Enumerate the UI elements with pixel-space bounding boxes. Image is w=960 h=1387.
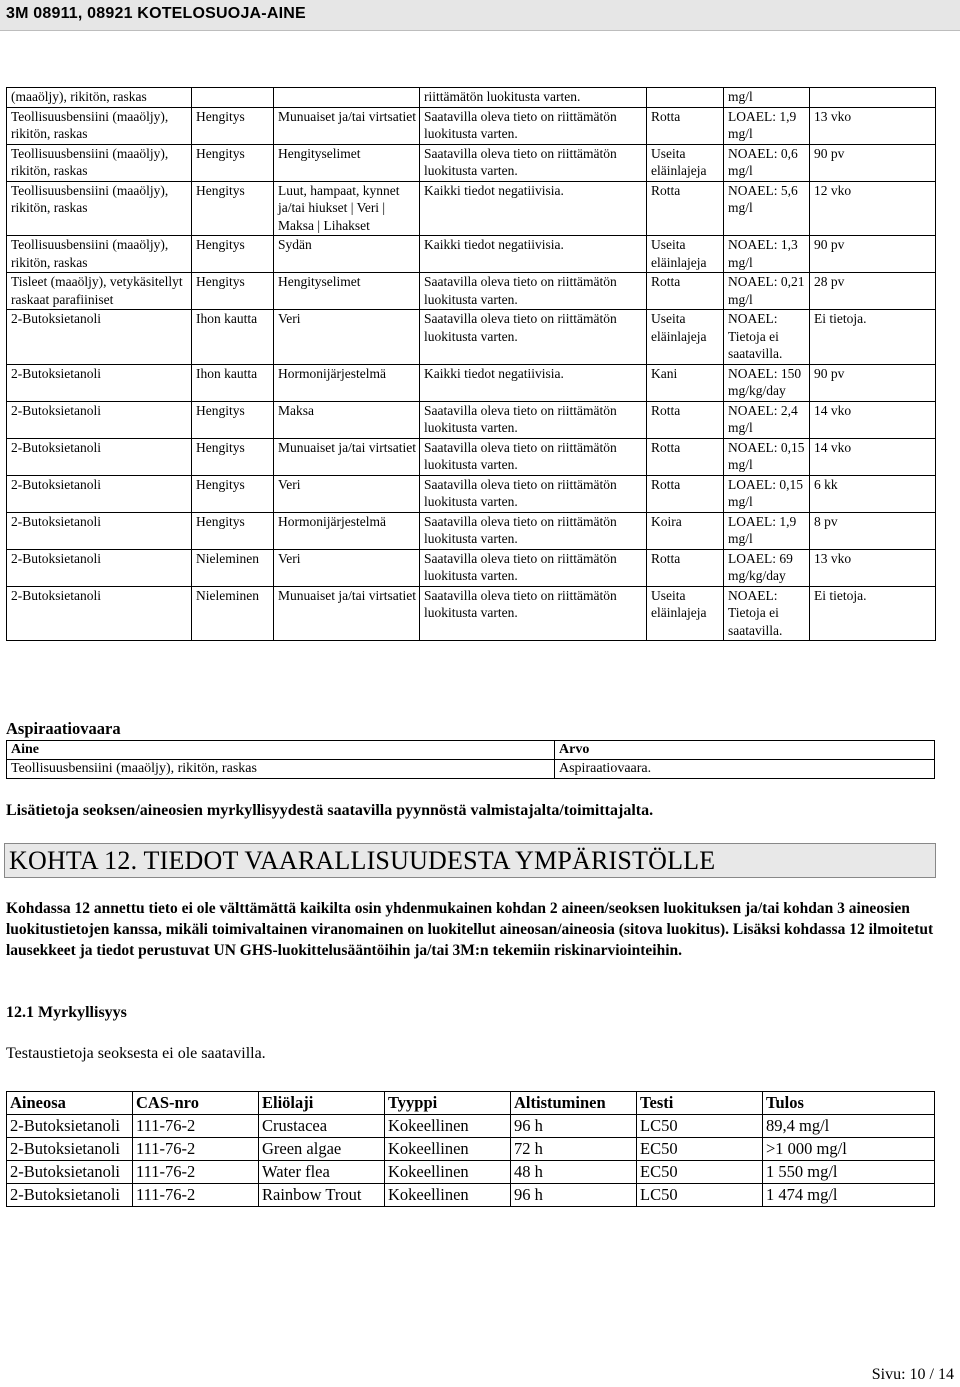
toxicity-cell-elin — [274, 88, 420, 108]
toxicity-cell-reitti: Nieleminen — [192, 586, 274, 641]
eco-row — [7, 1138, 935, 1161]
toxicity-cell-arvo_teksti: Saatavilla oleva tieto on riittämätön luokitusta varten. — [420, 475, 647, 512]
eco-cell: 48 h — [511, 1161, 637, 1184]
eco-header-cell: Tulos — [763, 1092, 935, 1115]
toxicity-cell-kesto: 13 vko — [810, 549, 936, 586]
toxicity-cell-elin: Hormonijärjestelmä — [274, 364, 420, 401]
toxicity-cell-kesto: 90 pv — [810, 144, 936, 181]
eco-cell: Kokeellinen — [385, 1161, 511, 1184]
aspiration-col-arvo: Arvo — [555, 741, 935, 760]
toxicity-cell-tulos: LOAEL: 0,15 mg/l — [724, 475, 810, 512]
toxicity-cell-elin: Hormonijärjestelmä — [274, 512, 420, 549]
eco-cell: 111-76-2 — [133, 1138, 259, 1161]
toxicity-cell-arvo_teksti: Saatavilla oleva tieto on riittämätön luokitusta varten. — [420, 549, 647, 586]
eco-cell: 96 h — [511, 1115, 637, 1138]
eco-cell: Kokeellinen — [385, 1184, 511, 1207]
toxicity-cell-aine: 2-Butoksietanoli — [7, 512, 192, 549]
eco-cell: EC50 — [637, 1138, 763, 1161]
toxicity-cell-laji: Koira — [647, 512, 724, 549]
section-12-paragraph: Kohdassa 12 annettu tieto ei ole välttämättä kaikilta osin yhdenmukainen kohdan 2 aineen/seoksen luokituksen ja/tai kohdan 3 aineosien luokitustietojen kanssa, mikäli toimivaltainen viranomainen on luokitellut aineosan/aineosia (sitova luokitus). Lisäksi kohdassa 12 ilmoitetut lausekkeet ja tiedot perustuvat UN GHS-luokittelusääntöihin ja/tai 3M:n tekemiin riskinarviointeihin. — [6, 900, 934, 959]
eco-cell: 96 h — [511, 1184, 637, 1207]
ecotoxicity-table — [6, 1091, 935, 1207]
aspiration-row-aine: Teollisuusbensiini (maaöljy), rikitön, raskas — [7, 760, 555, 779]
toxicity-cell-aine: 2-Butoksietanoli — [7, 310, 192, 365]
toxicity-cell-reitti: Hengitys — [192, 107, 274, 144]
toxicity-cell-arvo_teksti: Kaikki tiedot negatiivisia. — [420, 364, 647, 401]
toxicity-row — [7, 475, 936, 512]
toxicity-cell-reitti: Hengitys — [192, 401, 274, 438]
toxicity-cell-kesto: 14 vko — [810, 401, 936, 438]
toxicity-row — [7, 364, 936, 401]
toxicity-cell-laji: Useita eläinlajeja — [647, 236, 724, 273]
toxicity-cell-elin: Maksa — [274, 401, 420, 438]
toxicity-cell-aine: 2-Butoksietanoli — [7, 586, 192, 641]
toxicity-row — [7, 181, 936, 236]
toxicity-cell-laji: Rotta — [647, 273, 724, 310]
toxicity-cell-tulos: NOAEL: 1,3 mg/l — [724, 236, 810, 273]
toxicity-cell-reitti: Hengitys — [192, 181, 274, 236]
toxicity-cell-tulos: NOAEL: 5,6 mg/l — [724, 181, 810, 236]
toxicity-cell-reitti: Hengitys — [192, 236, 274, 273]
toxicity-cell-elin: Veri — [274, 475, 420, 512]
eco-cell: 111-76-2 — [133, 1161, 259, 1184]
toxicity-cell-tulos: NOAEL: Tietoja ei saatavilla. — [724, 310, 810, 365]
toxicity-cell-tulos: LOAEL: 1,9 mg/l — [724, 512, 810, 549]
toxicity-row — [7, 310, 936, 365]
toxicity-cell-tulos: NOAEL: 150 mg/kg/day — [724, 364, 810, 401]
toxicity-cell-laji — [647, 88, 724, 108]
toxicity-cell-arvo_teksti: Saatavilla oleva tieto on riittämätön luokitusta varten. — [420, 273, 647, 310]
toxicity-cell-aine: (maaöljy), rikitön, raskas — [7, 88, 192, 108]
toxicity-row — [7, 401, 936, 438]
toxicity-cell-kesto: 14 vko — [810, 438, 936, 475]
toxicity-cell-arvo_teksti: Saatavilla oleva tieto on riittämätön luokitusta varten. — [420, 586, 647, 641]
toxicity-table — [6, 87, 936, 641]
toxicity-cell-kesto — [810, 88, 936, 108]
toxicity-cell-kesto: 13 vko — [810, 107, 936, 144]
toxicity-cell-elin: Veri — [274, 310, 420, 365]
toxicity-cell-elin: Hengityselimet — [274, 273, 420, 310]
toxicity-cell-elin: Munuaiset ja/tai virtsatiet — [274, 438, 420, 475]
toxicity-row — [7, 107, 936, 144]
toxicity-cell-tulos: LOAEL: 1,9 mg/l — [724, 107, 810, 144]
toxicity-cell-kesto: 6 kk — [810, 475, 936, 512]
toxicity-cell-laji: Rotta — [647, 181, 724, 236]
eco-cell: Kokeellinen — [385, 1138, 511, 1161]
toxicity-cell-arvo_teksti: Saatavilla oleva tieto on riittämätön luokitusta varten. — [420, 310, 647, 365]
toxicity-row — [7, 512, 936, 549]
eco-header-cell: Tyyppi — [385, 1092, 511, 1115]
eco-header-cell: Aineosa — [7, 1092, 133, 1115]
toxicity-cell-laji: Rotta — [647, 475, 724, 512]
toxicity-cell-tulos: NOAEL: 0,21 mg/l — [724, 273, 810, 310]
toxicity-cell-kesto: 8 pv — [810, 512, 936, 549]
toxicity-cell-laji: Kani — [647, 364, 724, 401]
toxicity-cell-kesto: 90 pv — [810, 364, 936, 401]
eco-cell: 1 550 mg/l — [763, 1161, 935, 1184]
eco-cell: Kokeellinen — [385, 1115, 511, 1138]
eco-header-cell: CAS-nro — [133, 1092, 259, 1115]
toxicity-cell-laji: Rotta — [647, 438, 724, 475]
toxicity-row — [7, 438, 936, 475]
toxicity-cell-kesto: Ei tietoja. — [810, 586, 936, 641]
document-title: 3M 08911, 08921 KOTELOSUOJA-AINE — [6, 5, 306, 22]
eco-cell: 2-Butoksietanoli — [7, 1115, 133, 1138]
toxicity-cell-reitti: Hengitys — [192, 512, 274, 549]
toxicity-cell-aine: 2-Butoksietanoli — [7, 438, 192, 475]
toxicity-cell-reitti: Hengitys — [192, 438, 274, 475]
eco-cell: 2-Butoksietanoli — [7, 1138, 133, 1161]
eco-cell: 89,4 mg/l — [763, 1115, 935, 1138]
eco-cell: EC50 — [637, 1161, 763, 1184]
page-number: Sivu: 10 / 14 — [871, 1366, 954, 1383]
eco-cell: >1 000 mg/l — [763, 1138, 935, 1161]
toxicity-cell-reitti: Ihon kautta — [192, 364, 274, 401]
toxicity-cell-aine: Tisleet (maaöljy), vetykäsitellyt raskaat parafiiniset — [7, 273, 192, 310]
toxicity-row — [7, 549, 936, 586]
toxicity-cell-tulos: NOAEL: 0,15 mg/l — [724, 438, 810, 475]
eco-cell: LC50 — [637, 1184, 763, 1207]
toxicity-cell-arvo_teksti: riittämätön luokitusta varten. — [420, 88, 647, 108]
toxicity-cell-elin: Munuaiset ja/tai virtsatiet — [274, 107, 420, 144]
toxicity-cell-reitti — [192, 88, 274, 108]
toxicity-row — [7, 88, 936, 108]
section-12-header — [4, 843, 936, 878]
aspiration-title: Aspiraatiovaara — [6, 719, 121, 738]
toxicity-row — [7, 236, 936, 273]
toxicity-cell-reitti: Ihon kautta — [192, 310, 274, 365]
eco-header-cell: Eliölaji — [259, 1092, 385, 1115]
toxicity-cell-elin: Veri — [274, 549, 420, 586]
eco-cell: LC50 — [637, 1115, 763, 1138]
eco-cell: Crustacea — [259, 1115, 385, 1138]
toxicity-cell-aine: 2-Butoksietanoli — [7, 401, 192, 438]
toxicity-cell-elin: Sydän — [274, 236, 420, 273]
toxicity-cell-aine: Teollisuusbensiini (maaöljy), rikitön, raskas — [7, 107, 192, 144]
toxicity-cell-arvo_teksti: Saatavilla oleva tieto on riittämätön luokitusta varten. — [420, 107, 647, 144]
eco-cell: 111-76-2 — [133, 1184, 259, 1207]
toxicity-cell-tulos: NOAEL: 2,4 mg/l — [724, 401, 810, 438]
toxicity-cell-aine: Teollisuusbensiini (maaöljy), rikitön, raskas — [7, 144, 192, 181]
toxicity-cell-reitti: Nieleminen — [192, 549, 274, 586]
toxicity-cell-laji: Useita eläinlajeja — [647, 586, 724, 641]
toxicity-cell-arvo_teksti: Kaikki tiedot negatiivisia. — [420, 181, 647, 236]
toxicity-cell-aine: 2-Butoksietanoli — [7, 549, 192, 586]
toxicity-cell-kesto: Ei tietoja. — [810, 310, 936, 365]
toxicity-row — [7, 586, 936, 641]
toxicity-cell-aine: Teollisuusbensiini (maaöljy), rikitön, raskas — [7, 236, 192, 273]
aspiration-row-arvo: Aspiraatiovaara. — [555, 760, 935, 779]
toxicity-cell-tulos: NOAEL: Tietoja ei saatavilla. — [724, 586, 810, 641]
toxicity-cell-laji: Rotta — [647, 401, 724, 438]
aspiration-col-aine: Aine — [7, 741, 555, 760]
toxicity-row — [7, 144, 936, 181]
testing-note: Testaustietoja seoksesta ei ole saatavilla. — [6, 1045, 266, 1062]
toxicity-cell-laji: Useita eläinlajeja — [647, 310, 724, 365]
toxicity-cell-aine: 2-Butoksietanoli — [7, 475, 192, 512]
toxicity-subheading: 12.1 Myrkyllisyys — [6, 1004, 127, 1021]
eco-cell: Rainbow Trout — [259, 1184, 385, 1207]
toxicity-cell-laji: Rotta — [647, 549, 724, 586]
eco-cell: 72 h — [511, 1138, 637, 1161]
eco-header-cell: Testi — [637, 1092, 763, 1115]
eco-cell: Water flea — [259, 1161, 385, 1184]
eco-cell: Green algae — [259, 1138, 385, 1161]
toxicity-cell-reitti: Hengitys — [192, 144, 274, 181]
eco-header-cell: Altistuminen — [511, 1092, 637, 1115]
toxicity-row — [7, 273, 936, 310]
toxicity-cell-tulos: mg/l — [724, 88, 810, 108]
aspiration-table — [6, 740, 935, 779]
toxicity-cell-arvo_teksti: Saatavilla oleva tieto on riittämätön luokitusta varten. — [420, 438, 647, 475]
toxicity-cell-kesto: 90 pv — [810, 236, 936, 273]
toxicity-cell-arvo_teksti: Kaikki tiedot negatiivisia. — [420, 236, 647, 273]
eco-row — [7, 1115, 935, 1138]
toxicity-cell-elin: Luut, hampaat, kynnet ja/tai hiukset | Veri | Maksa | Lihakset — [274, 181, 420, 236]
toxicity-cell-aine: 2-Butoksietanoli — [7, 364, 192, 401]
toxicity-cell-laji: Useita eläinlajeja — [647, 144, 724, 181]
eco-cell: 2-Butoksietanoli — [7, 1161, 133, 1184]
toxicity-cell-kesto: 28 pv — [810, 273, 936, 310]
toxicity-cell-tulos: LOAEL: 69 mg/kg/day — [724, 549, 810, 586]
toxicity-cell-arvo_teksti: Saatavilla oleva tieto on riittämätön luokitusta varten. — [420, 401, 647, 438]
eco-cell: 1 474 mg/l — [763, 1184, 935, 1207]
toxicity-cell-reitti: Hengitys — [192, 273, 274, 310]
section-12-title: KOHTA 12. TIEDOT VAARALLISUUDESTA YMPÄRISTÖLLE — [9, 846, 716, 875]
eco-cell: 111-76-2 — [133, 1115, 259, 1138]
toxicity-cell-kesto: 12 vko — [810, 181, 936, 236]
toxicity-cell-tulos: NOAEL: 0,6 mg/l — [724, 144, 810, 181]
toxicity-cell-elin: Hengityselimet — [274, 144, 420, 181]
toxicity-cell-laji: Rotta — [647, 107, 724, 144]
toxicity-cell-arvo_teksti: Saatavilla oleva tieto on riittämätön luokitusta varten. — [420, 144, 647, 181]
eco-row — [7, 1161, 935, 1184]
eco-cell: 2-Butoksietanoli — [7, 1184, 133, 1207]
toxicity-cell-aine: Teollisuusbensiini (maaöljy), rikitön, raskas — [7, 181, 192, 236]
toxicity-cell-reitti: Hengitys — [192, 475, 274, 512]
toxicity-cell-elin: Munuaiset ja/tai virtsatiet — [274, 586, 420, 641]
eco-row — [7, 1184, 935, 1207]
toxicity-cell-arvo_teksti: Saatavilla oleva tieto on riittämätön luokitusta varten. — [420, 512, 647, 549]
additional-info: Lisätietoja seoksen/aineosien myrkyllisyydestä saatavilla pyynnöstä valmistajalta/toimittajalta. — [6, 802, 654, 819]
document-header — [0, 0, 960, 31]
